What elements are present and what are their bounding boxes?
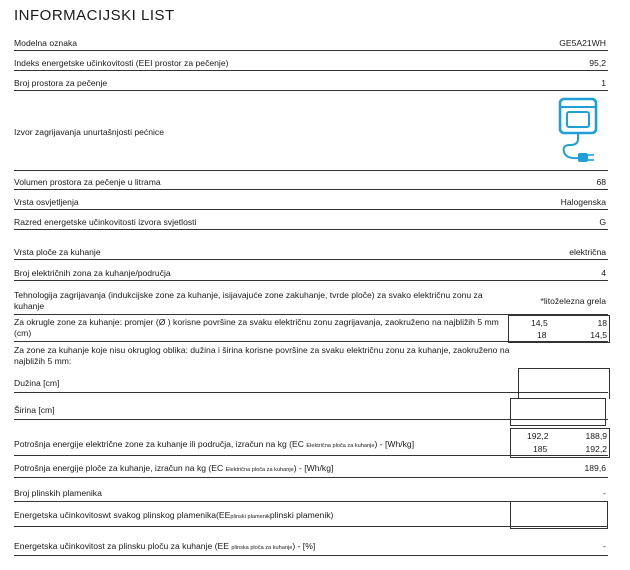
zone-diameter: 14,5 xyxy=(590,330,607,340)
row-gas-hob-eff xyxy=(14,541,608,556)
width-box xyxy=(510,398,606,426)
row-zones xyxy=(14,268,608,281)
row-value: Halogenska xyxy=(560,197,606,207)
row-hob-energy xyxy=(14,463,608,478)
label-sub: Električna ploča za kuhanje xyxy=(306,443,375,449)
row-value: G xyxy=(599,217,606,227)
label-end: ) - [%] xyxy=(292,541,316,551)
gas-eff-box xyxy=(510,501,608,529)
row-heat-source xyxy=(14,95,608,171)
zone-diameter: 18 xyxy=(537,330,547,340)
row-model xyxy=(14,38,608,51)
zone-energy-value: 185 xyxy=(533,444,548,454)
row-label: Izvor zagrijavanja unurtašnjosti pećnice xyxy=(14,127,164,137)
row-label: Dužina [cm] xyxy=(14,378,60,388)
row-label: Za okrugle zone za kuhanje: promjer (Ø ) korisne površine za svaku električnu zonu zagrijavanja, zaokruženo na najbližih 5 mm (cm) xyxy=(14,317,499,338)
zone-energy-value: 192,2 xyxy=(585,444,607,454)
row-label xyxy=(14,510,333,520)
label-sub: plinski plamenik xyxy=(230,514,270,520)
row-label: Širina [cm] xyxy=(14,405,55,415)
row-value: 4 xyxy=(601,268,606,278)
row-value: - xyxy=(603,488,606,498)
label-main: Energetska učinkovitoswt svakog plinskog plamenika(EE xyxy=(14,510,231,520)
row-label: Broj električnih zona za kuhanje/područja xyxy=(14,268,171,278)
label-end: ) - [Wh/kg] xyxy=(374,439,415,449)
row-value: 95,2 xyxy=(589,58,606,68)
row-value: 1 xyxy=(601,78,606,88)
non-round-note: Za zone za kuhanje koje nisu okruglog oblika: dužina i širina korisne površine za svaku električnu zonu za kuhanje, zaokruženo na najbližih 5 mm: xyxy=(14,345,510,366)
row-label: Broj plinskih plamenika xyxy=(14,488,102,498)
row-eei xyxy=(14,58,608,71)
round-zones-box xyxy=(508,315,610,343)
row-label: Indeks energetske učinkovitosti (EEI prostor za pečenje) xyxy=(14,58,229,68)
zone-energy-value: 192,2 xyxy=(527,431,549,441)
length-box xyxy=(518,368,610,399)
row-label: Broj prostora za pečenje xyxy=(14,78,108,88)
row-label xyxy=(14,541,315,551)
row-label: Vrsta ploče za kuhanje xyxy=(14,247,101,257)
electric-oven-icon xyxy=(554,97,602,167)
row-value: *litoželezna grela xyxy=(540,296,606,306)
row-gas-burners xyxy=(14,488,608,502)
row-cavities xyxy=(14,78,608,91)
row-lighting xyxy=(14,197,608,210)
zone-energy-value: 188,9 xyxy=(585,431,607,441)
row-label: Volumen prostora za pečenje u litrama xyxy=(14,177,161,187)
label-sub: plinska ploča za kuhanje xyxy=(231,545,293,551)
row-label: Vrsta osvjetljenja xyxy=(14,197,79,207)
row-value: električna xyxy=(569,247,606,257)
row-value: - xyxy=(603,541,606,551)
label-sub: Električna ploča za kuhanje xyxy=(225,467,294,473)
label-end: ) - [Wh/kg] xyxy=(293,463,334,473)
row-label: Modelna oznaka xyxy=(14,38,78,48)
row-technology xyxy=(14,290,608,315)
zone-energy-box xyxy=(510,428,610,458)
row-value: GE5A21WH xyxy=(559,38,606,48)
label-main: Energetska učinkovitost za plinsku ploču za kuhanje (EE xyxy=(14,541,232,551)
row-volume xyxy=(14,177,608,190)
row-label: Tehnologija zagrijavanja (indukcijske zone za kuhanje, isijavajuće zone zakuhanje, tvrde ploče) za svako električnu zonu za kuhanje xyxy=(14,290,483,311)
label-end: plinski plamenik) xyxy=(269,510,334,520)
label-main: Potrošnja energije ploče za kuhanje, izračun na kg (EC xyxy=(14,463,226,473)
row-hob-type xyxy=(14,247,608,260)
row-light-class xyxy=(14,217,608,230)
row-value: 68 xyxy=(596,177,606,187)
page-title: INFORMACIJSKI LIST xyxy=(14,7,175,24)
label-main: Potrošnja energije električne zone za kuhanje ili područja, izračun na kg (EC xyxy=(14,439,307,449)
zone-diameter: 14,5 xyxy=(531,318,548,328)
row-label: Razred energetske učinkovitosti izvora svjetlosti xyxy=(14,217,197,227)
row-label xyxy=(14,439,414,449)
row-label xyxy=(14,463,333,473)
zone-diameter: 18 xyxy=(597,318,607,328)
row-value: 189,6 xyxy=(584,463,606,473)
